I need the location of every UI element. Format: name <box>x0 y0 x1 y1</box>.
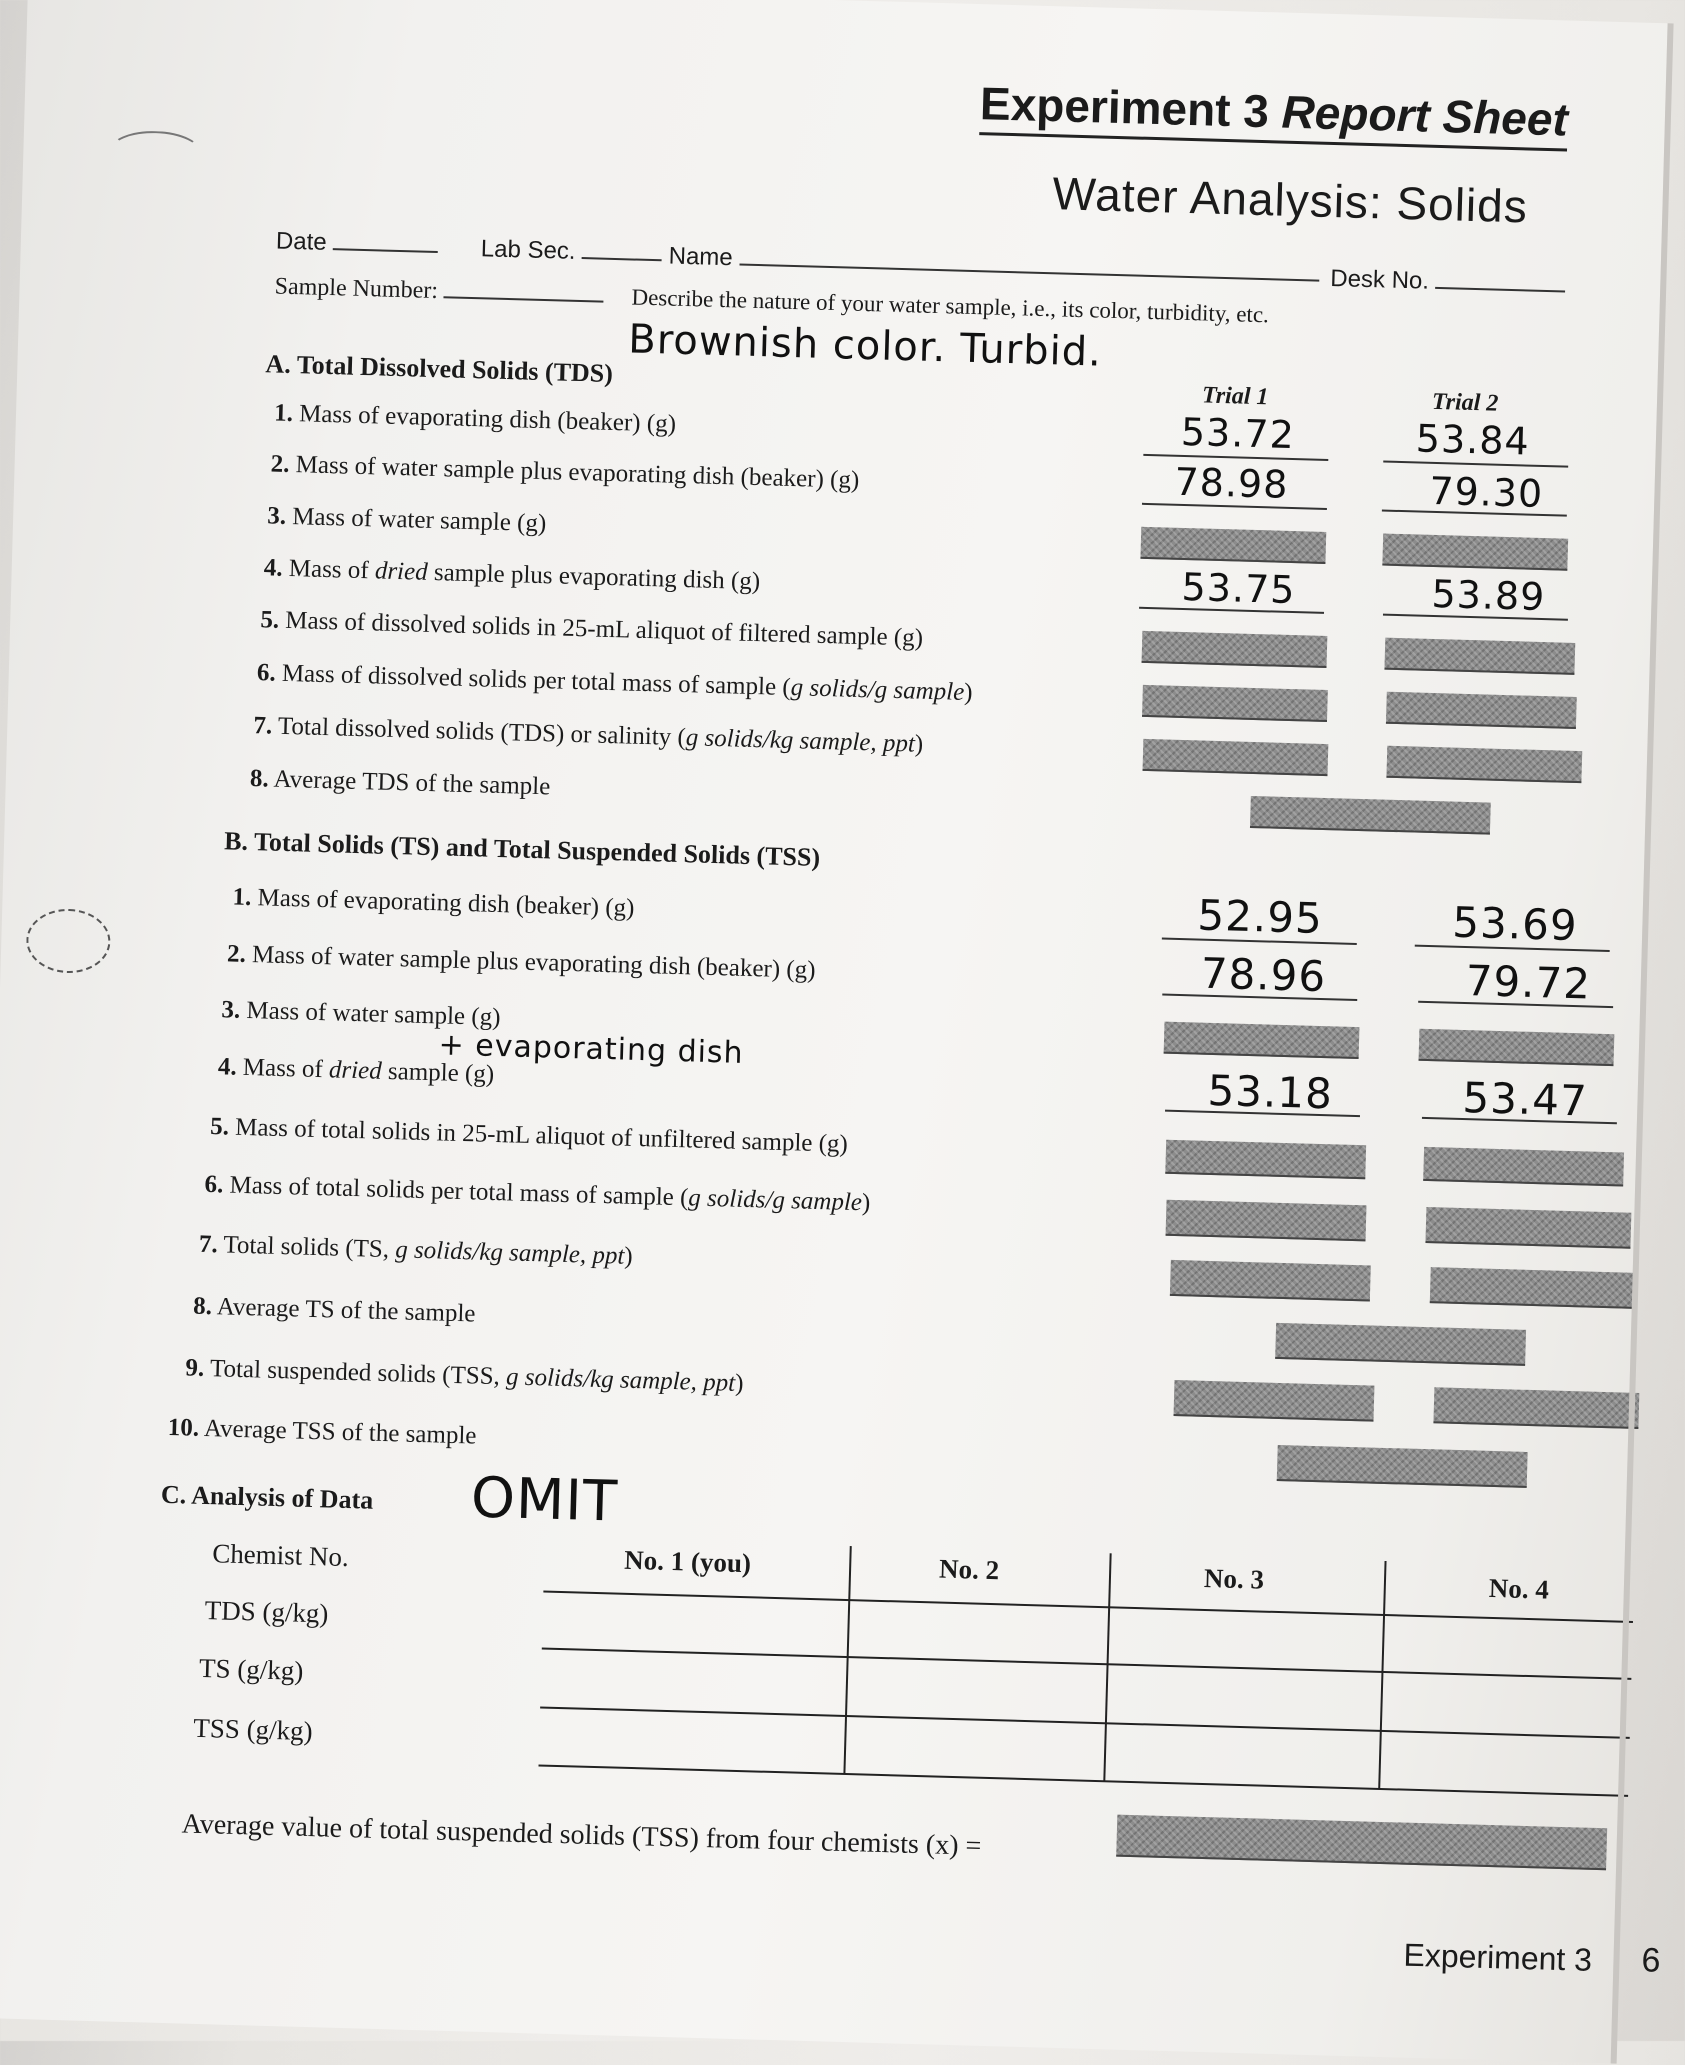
b-item-2: 2. Mass of water sample plus evaporating dish (beaker) (g) <box>226 940 816 984</box>
b-item-9: 9. Total suspended solids (TSS, g solids/kg sample, ppt) <box>185 1354 744 1398</box>
a-item-1: 1. Mass of evaporating dish (beaker) (g) <box>273 399 677 438</box>
b4-trial2: 53.47 <box>1461 1072 1589 1126</box>
col-no2: No. 2 <box>938 1553 1000 1586</box>
col-chemist: Chemist No. <box>211 1538 350 1573</box>
b-item-6: 6. Mass of total solids per total mass of sample (g solids/g sample) <box>204 1170 871 1217</box>
redacted-a7-trial1 <box>1143 739 1329 776</box>
b-item-1: 1. Mass of evaporating dish (beaker) (g) <box>232 883 635 922</box>
sample-number-field: Sample Number: <box>274 270 604 310</box>
a-item-8: 8. Average TDS of the sample <box>249 765 551 801</box>
a4-trial1: 53.75 <box>1181 564 1297 613</box>
redacted-a3-trial2 <box>1382 534 1568 571</box>
b2-trial1: 78.96 <box>1200 948 1327 1002</box>
trial-1-header: Trial 1 <box>1201 382 1269 411</box>
section-c-title: C. Analysis of Data <box>160 1479 374 1515</box>
describe-instruction: Describe the nature of your water sample, i.e., its color, turbidity, etc. <box>631 284 1270 328</box>
a2-trial1: 78.98 <box>1173 459 1289 507</box>
redacted-b5-trial2 <box>1423 1147 1624 1187</box>
col-no3: No. 3 <box>1203 1562 1265 1595</box>
section-b-title: B. Total Solids (TS) and Total Suspended Solids (TSS) <box>223 826 821 872</box>
desk-no-field: Desk No. <box>1330 262 1566 300</box>
b-item-5: 5. Mass of total solids in 25-mL aliquot of unfiltered sample (g) <box>209 1113 849 1158</box>
a4-trial2: 53.89 <box>1430 571 1546 620</box>
analysis-table-grid <box>28 0 1667 23</box>
col-no4: No. 4 <box>1488 1572 1550 1605</box>
redacted-a6-trial2 <box>1386 692 1577 729</box>
a-item-2: 2. Mass of water sample plus evaporating dish (beaker) (g) <box>270 450 860 494</box>
redacted-b6-trial2 <box>1425 1207 1631 1249</box>
b1-trial2: 53.69 <box>1451 897 1579 951</box>
a-item-7: 7. Total dissolved solids (TDS) or salinity (g solids/kg sample, ppt) <box>253 712 924 758</box>
section-a-title: A. Total Dissolved Solids (TDS) <box>265 349 614 388</box>
redacted-b9-trial1 <box>1174 1380 1375 1422</box>
b-item-4-annotation: + evaporating dish <box>438 1027 745 1071</box>
redacted-a3-trial1 <box>1140 527 1326 564</box>
page-subtitle: Water Analysis: Solids <box>1051 167 1529 233</box>
b-item-7: 7. Total solids (TS, g solids/kg sample, ppt) <box>198 1230 634 1270</box>
a-item-6: 6. Mass of dissolved solids per total mass of sample (g solids/g sample) <box>256 659 973 707</box>
date-field: Date <box>276 225 439 261</box>
redacted-a8-average <box>1250 796 1491 835</box>
average-tss-label: Average value of total suspended solids (TSS) from four chemists (x) = <box>181 1808 982 1862</box>
a1-trial2: 53.84 <box>1415 416 1531 464</box>
a-item-3: 3. Mass of water sample (g) <box>266 502 547 538</box>
b-item-4: 4. Mass of dried sample (g) <box>217 1053 495 1088</box>
row-tds: TDS (g/kg) <box>204 1595 329 1629</box>
sample-description: Brownish color. Turbid. <box>627 316 1103 376</box>
redacted-b7-trial2 <box>1430 1267 1636 1309</box>
b-item-3: 3. Mass of water sample (g) <box>221 996 501 1032</box>
a-item-5: 5. Mass of dissolved solids in 25-mL aliquot of filtered sample (g) <box>260 606 924 652</box>
redacted-b6-trial1 <box>1166 1200 1367 1242</box>
trial-2-header: Trial 2 <box>1431 388 1499 417</box>
b2-trial2: 79.72 <box>1465 956 1592 1009</box>
redacted-b8-average <box>1275 1323 1526 1366</box>
margin-doodle-top <box>108 130 203 177</box>
b-item-10: 10. Average TSS of the sample <box>167 1413 477 1450</box>
redacted-b7-trial1 <box>1170 1260 1371 1302</box>
name-field: Name <box>668 239 1319 288</box>
redacted-b9-trial2 <box>1433 1387 1639 1429</box>
b4-trial1: 53.18 <box>1206 1065 1334 1119</box>
row-ts: TS (g/kg) <box>198 1652 304 1686</box>
footer-experiment: Experiment 3 <box>1403 1936 1593 1978</box>
a1-trial1: 53.72 <box>1180 409 1296 458</box>
redacted-b3-trial2 <box>1419 1029 1615 1066</box>
page-number: 6 <box>1640 1941 1661 1980</box>
redacted-b3-trial1 <box>1164 1022 1360 1059</box>
b1-trial1: 52.95 <box>1196 890 1324 943</box>
row-tss: TSS (g/kg) <box>193 1712 314 1747</box>
lab-sec-field: Lab Sec. <box>480 232 662 268</box>
b-item-8: 8. Average TS of the sample <box>192 1292 476 1328</box>
col-no1: No. 1 (you) <box>623 1544 752 1579</box>
page-title: Experiment 3 Report Sheet <box>979 76 1568 151</box>
redacted-a5-trial1 <box>1142 631 1328 668</box>
margin-doodle <box>25 908 111 974</box>
omit-note: OMIT <box>470 1465 619 1535</box>
redacted-a5-trial2 <box>1384 638 1575 675</box>
redacted-a6-trial1 <box>1142 685 1328 722</box>
a-item-4: 4. Mass of dried sample plus evaporating dish (g) <box>263 554 761 596</box>
redacted-a7-trial2 <box>1386 746 1582 783</box>
a2-trial2: 79.30 <box>1428 468 1544 516</box>
redacted-average-tss <box>1116 1815 1607 1871</box>
redacted-b10-average <box>1277 1445 1528 1488</box>
redacted-b5-trial1 <box>1165 1140 1366 1180</box>
